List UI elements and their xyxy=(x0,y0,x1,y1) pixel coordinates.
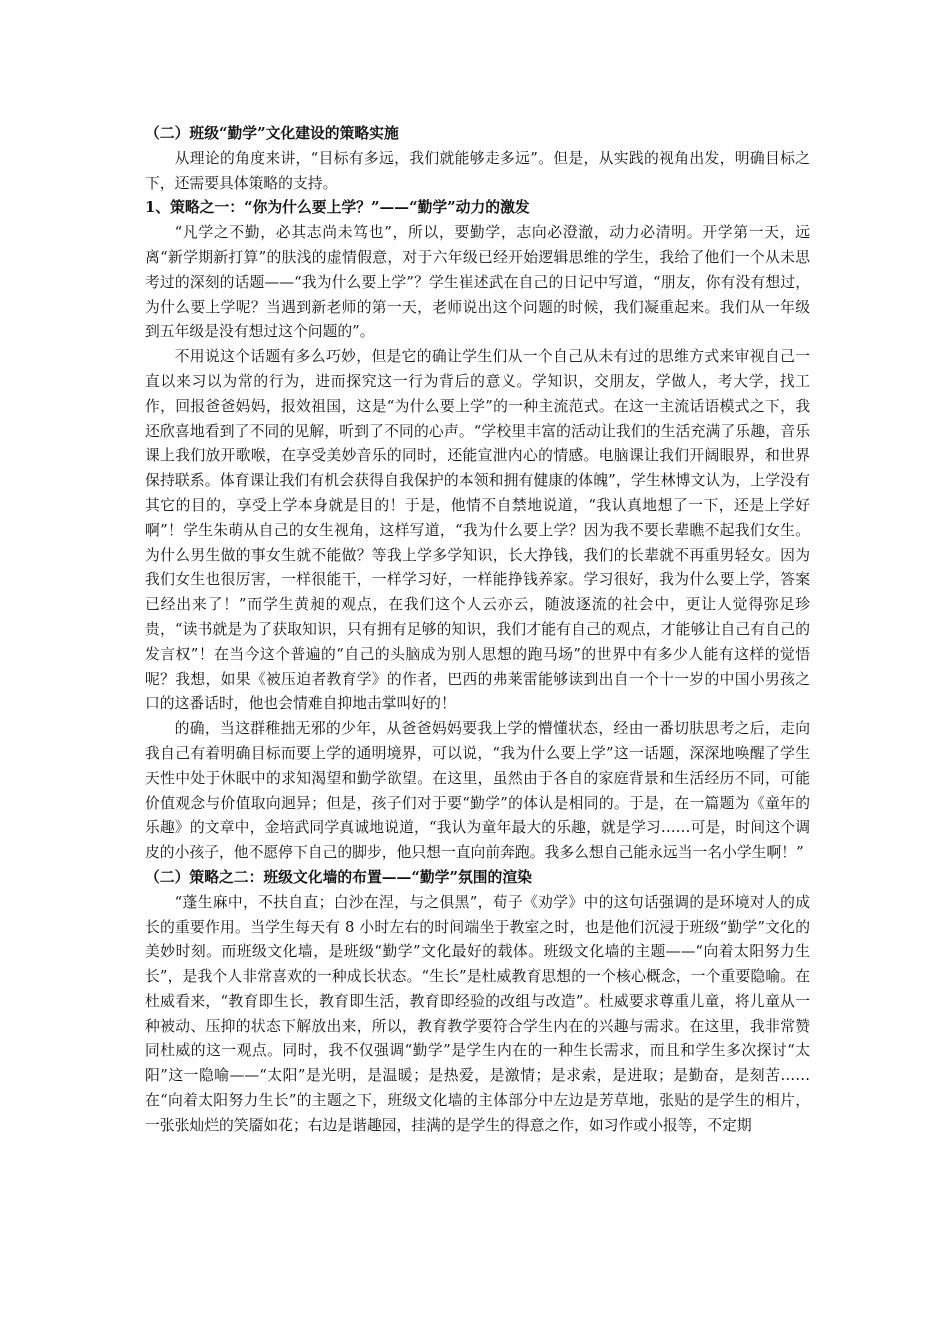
strategy-1-paragraph-1: “凡学之不勤，必其志尚未笃也”，所以，要勤学，志向必澄澈，动力必清明。开学第一天，远离“新学期新打算”的肤浅的虚情假意，对于六年级已经开始逻辑思维的学生，我给了他们一个从未思考过的深刻的话题——“我为什么要上学”？学生崔述武在自己的日记中写道，“朋友，你有没有想过，为什么要上学呢？当遇到新老师的第一天，老师说出这个问题的时候，我们凝重起来。我们从一年级到五年级是没有想过这个问题的”。 xyxy=(145,224,810,341)
strategy-1-paragraph-2: 不用说这个话题有多么巧妙，但是它的确让学生们从一个自己从未有过的思维方式来审视自己一直以来习以为常的行为，进而探究这一行为背后的意义。学知识，交朋友，学做人，考大学，找工作，回报爸爸妈妈，报效祖国，这是“为什么要上学”的一种主流范式。在这一主流话语模式之下，我还欣喜地看到了不同的见解，听到了不同的心声。“学校里丰富的活动让我们的生活充满了乐趣，音乐课上我们放开歌喉，在享受美妙音乐的同时，还能宣泄内心的情感。电脑课让我们开阔眼界，和世界保持联系。体育课让我们有机会获得自我保护的本领和拥有健康的体魄”，学生林博文认为，上学没有其它的目的，享受上学本身就是目的！于是，他情不自禁地说道，“我认真地想了一下，还是上学好啊”！学生朱萌从自己的女生视角，这样写道，“我为什么要上学？因为我不要长辈瞧不起我们女生。为什么男生做的事女生就不能做？等我上学多学知识，长大挣钱，我们的长辈就不再重男轻女。因为我们女生也很厉害，一样很能干，一样学习好，一样能挣钱养家。学习很好，我为什么要上学，答案已经出来了！”而学生黄昶的观点，在我们这个人云亦云，随波逐流的社会中，更让人觉得弥足珍贵，“读书就是为了获取知识，只有拥有足够的知识，我们才能有自己的观点，才能够让自己有自己的发言权”！在当今这个普遍的“自己的头脑成为别人思想的跑马场”的世界中有多少人能有这样的觉悟呢？我想，如果《被压迫者教育学》的作者，巴西的弗莱雷能够读到出自一个十一岁的中国小男孩之口的这番话时，他也会情难自抑地击掌叫好的！ xyxy=(145,348,810,713)
section-intro-paragraph: 从理论的角度来讲，“目标有多远，我们就能够走多远”。但是，从实践的视角出发，明确目标之下，还需要具体策略的支持。 xyxy=(145,149,810,192)
strategy-2-paragraph-1: “蓬生麻中，不扶自直；白沙在涅，与之俱黑”，荀子《劝学》中的这句话强调的是环境对人的成长的重要作用。当学生每天有 8 小时左右的时间端坐于教室之时，也是他们沉浸于班级“勤学”文化的美妙时刻。而班级文化墙，是班级“勤学”文化最好的载体。班级文化墙的主题——“向着太阳努力生长”，是我个人非常喜欢的一种成长状态。“生长”是杜威教育思想的一个核心概念，一个重要隐喻。在杜威看来，“教育即生长，教育即生活，教育即经验的改组与改造”。杜威要求尊重儿童，将儿童从一种被动、压抑的状态下解放出来，所以，教育教学要符合学生内在的兴趣与需求。在这里，我非常赞同杜威的这一观点。同时，我不仅强调“勤学”是学生内在的一种生长需求，而且和学生多次探讨“太阳”这一隐喻——“太阳”是光明，是温暖；是热爱，是激情；是求索，是进取；是勤奋，是刻苦……在“向着太阳努力生长”的主题之下，班级文化墙的主体部分中左边是芳草地，张贴的是学生的相片，一张张灿烂的笑靥如花；右边是谐趣园，挂满的是学生的得意之作，如习作或小报等，不定期 xyxy=(145,893,810,1134)
strategy-1-heading: 1、策略之一：“你为什么要上学？”——“勤学”动力的激发 xyxy=(145,199,530,217)
strategy-2-heading: （二）策略之二：班级文化墙的布置——“勤学”氛围的渲染 xyxy=(145,868,532,886)
document-page xyxy=(145,122,810,1139)
strategy-1-paragraph-3: 的确，当这群稚拙无邪的少年，从爸爸妈妈要我上学的懵懂状态，经由一番切肤思考之后，走向我自己有着明确目标而要上学的通明境界，可以说，“我为什么要上学”这一话题，深深地唤醒了学生天性中处于休眠中的求知渴望和勤学欲望。在这里，虽然由于各自的家庭背景和生活经历不同，可能价值观念与价值取向迥异；但是，孩子们对于要“勤学”的体认是相同的。于是，在一篇题为《童年的乐趣》的文章中，金培武同学真诚地说道，“我认为童年最大的乐趣，就是学习……可是，时间这个调皮的小孩子，他不愿停下自己的脚步，他只想一直向前奔跑。我多么想自己能永远当一名小学生啊！” xyxy=(145,720,810,862)
section-heading: （二）班级“勤学”文化建设的策略实施 xyxy=(145,125,399,142)
